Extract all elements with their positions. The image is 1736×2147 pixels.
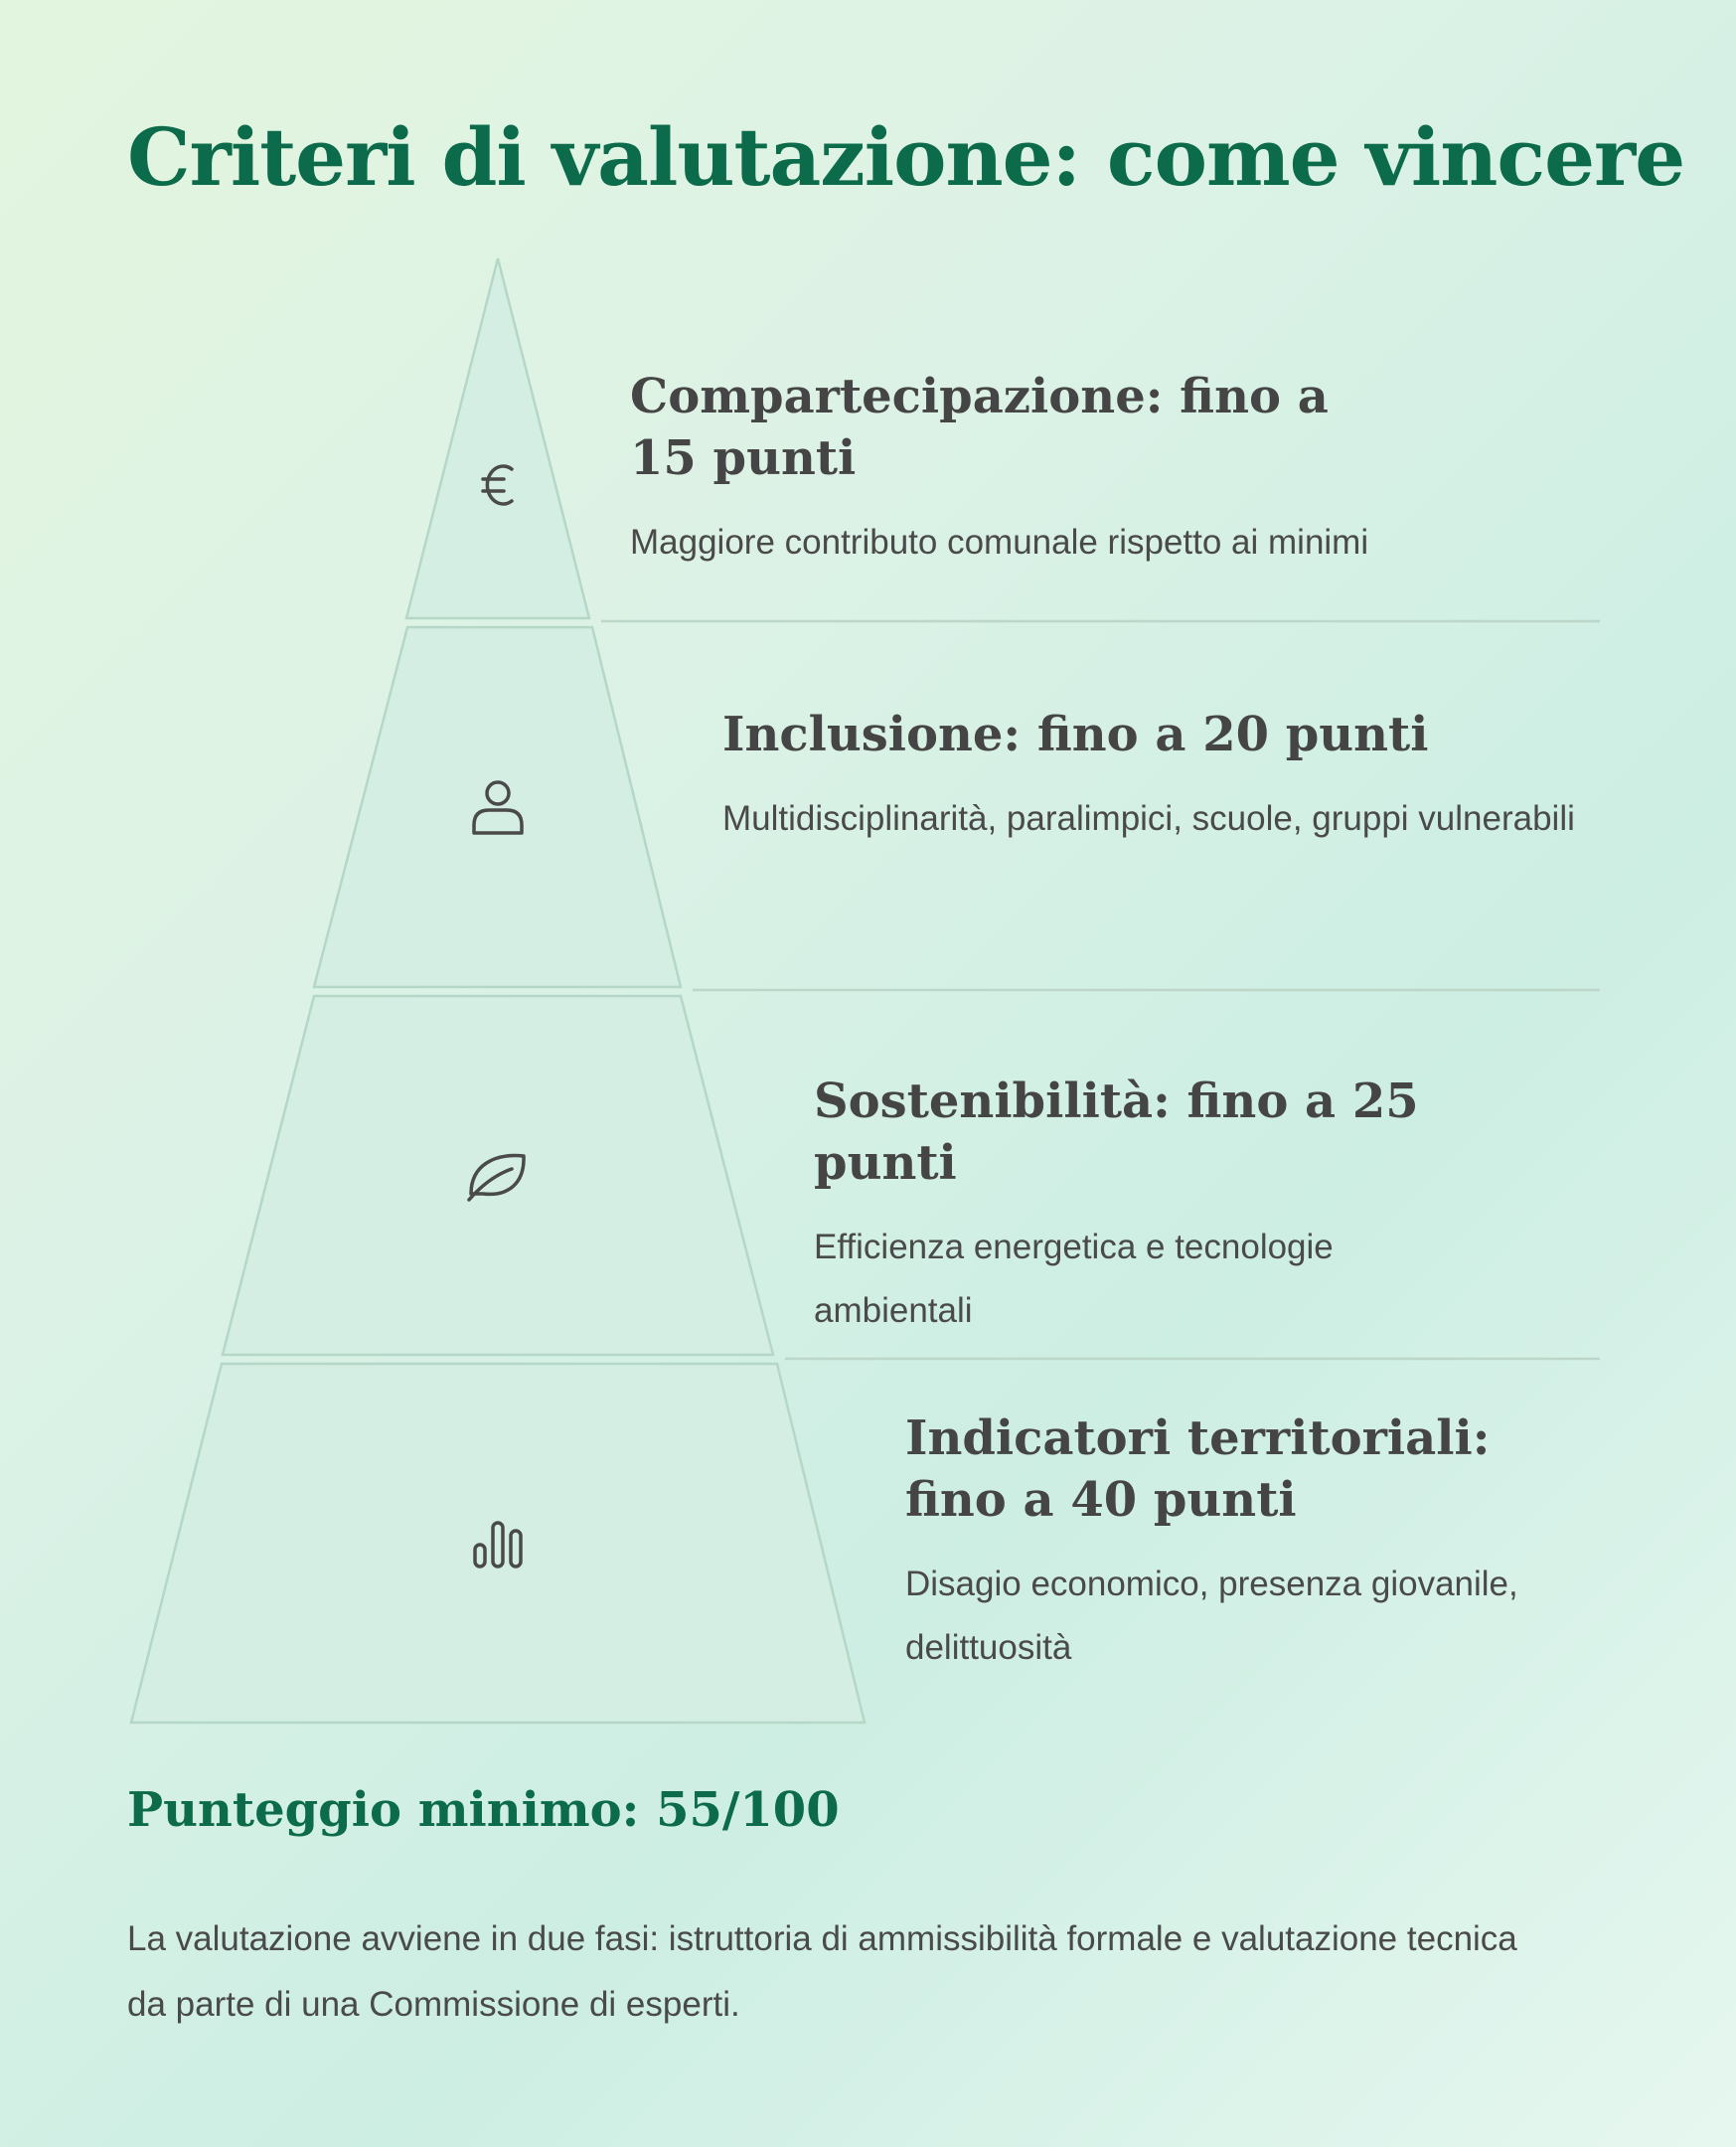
pyramid-segment-inclusione <box>314 627 681 987</box>
level-description: Multidisciplinarità, paralimpici, scuole, gruppi vulnerabili <box>722 799 1575 838</box>
level-compartecipazione <box>630 366 1405 575</box>
level-heading: Compartecipazione: fino a 15 punti <box>630 369 1329 486</box>
level-indicatori-territoriali <box>905 1407 1541 1680</box>
pyramid-segment-compartecipazione <box>406 258 589 618</box>
minimum-score-title: Punteggio minimo: 55/100 <box>127 1782 840 1838</box>
level-description: Disagio economico, presenza giovanile, delittuosità <box>905 1565 1518 1667</box>
level-description: Maggiore contributo comunale rispetto ai minimi <box>630 523 1369 562</box>
level-description: Efficienza energetica e tecnologie ambientali <box>814 1228 1334 1330</box>
level-heading: Sostenibilità: fino a 25 punti <box>814 1074 1419 1191</box>
level-inclusione <box>722 704 1577 851</box>
level-heading: Indicatori territoriali: fino a 40 punti <box>905 1410 1491 1528</box>
pyramid-segment-indicatori-territoriali <box>131 1364 865 1723</box>
evaluation-description: La valutazione avviene in due fasi: istruttoria di ammissibilità formale e valutazione tecnica da parte di una Commissione di esperti. <box>127 1919 1517 2024</box>
level-heading: Inclusione: fino a 20 punti <box>722 707 1429 762</box>
level-sostenibilita <box>814 1071 1490 1343</box>
page-title: Criteri di valutazione: come vincere <box>127 110 1685 204</box>
